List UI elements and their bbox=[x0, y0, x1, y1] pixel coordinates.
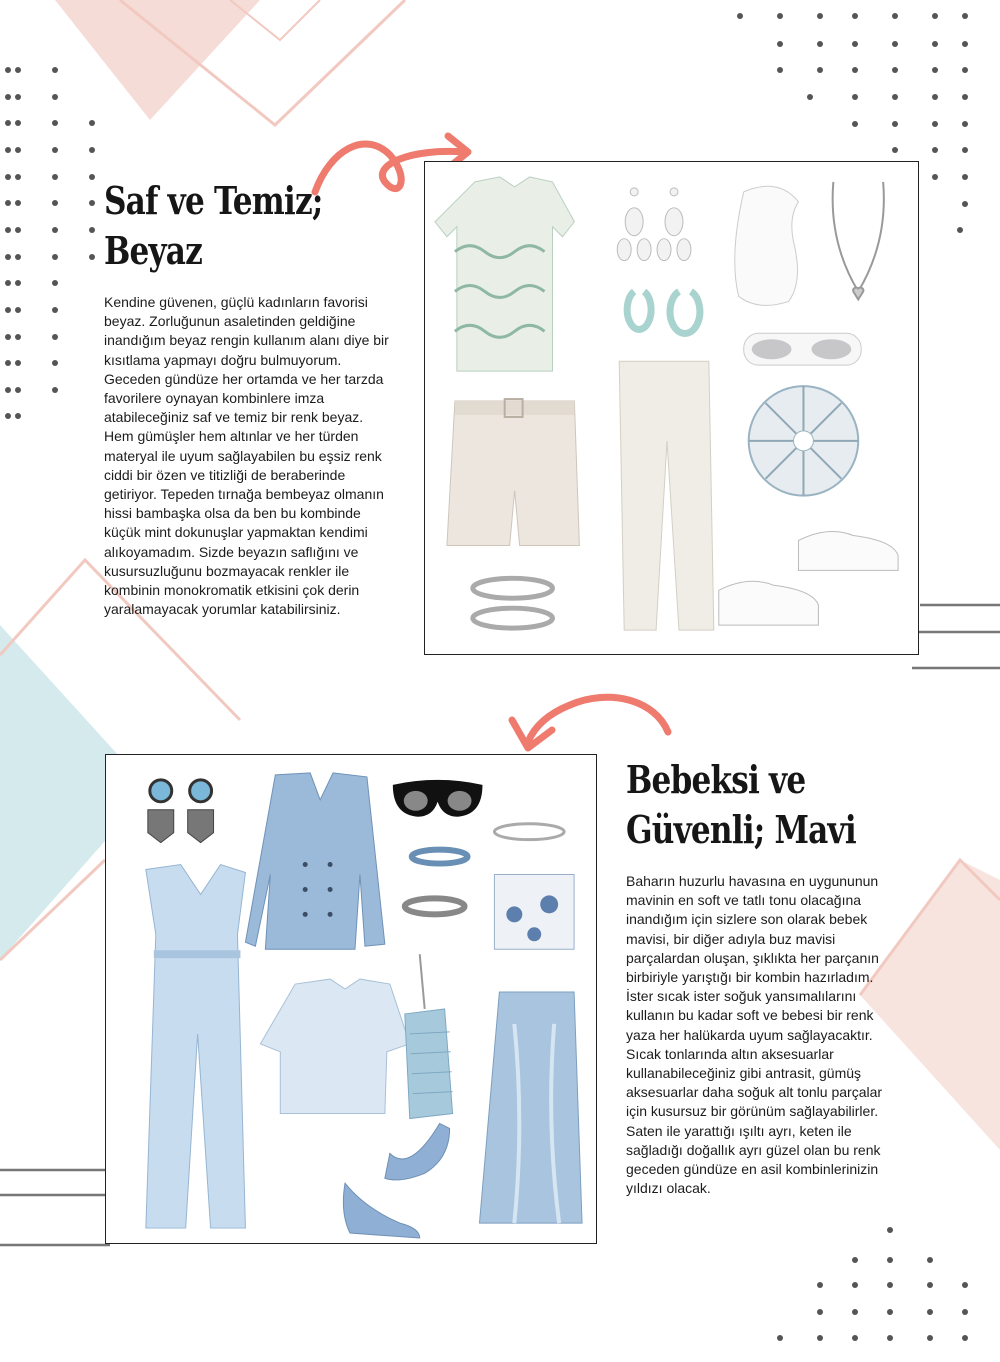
drop-earrings-icon bbox=[617, 188, 691, 261]
pink-triangle-shape bbox=[55, 0, 260, 120]
section-body-white: Kendine güvenen, güçlü kadınların favorisi beyaz. Zorluğunun asaletinden geldiğine inandığım beyaz rengin kullanım alanı diye bir kısıtlama yapmayı doğru bulmuyorum. Geceden gündüze her ortamda ve her tarzda favorilere oynayan kombinlere imza atabileceğiniz saf ve temiz bir renk beyaz. Hem gümüşler hem altınlar ve her türden materyal ile uyum sağlayabilen bu eşsiz renk ciddi bir özen ve titizliği de beraberinde getiriyor. Tepeden tırnağa bembeyaz olmanın hissi bambaşka olsa da ben bu kombinde küçük mint dokunuşlar yapmaktan kendimi alıkoyamadım. Sizde beyazın saflığını ve kusursuzluğunu bozmayacak renkler ile kombinin monokromatik etkisini çok derin yaralamayacak yorumlar katabilirsiniz. bbox=[104, 294, 389, 618]
satin-skirt-icon bbox=[479, 992, 582, 1223]
wrap-bracelets-icon bbox=[405, 850, 468, 915]
floral-bralette-icon bbox=[494, 875, 574, 950]
crystal-earrings-icon bbox=[148, 780, 214, 843]
dot-grid-left bbox=[5, 67, 95, 419]
belted-shorts-icon bbox=[447, 399, 579, 545]
beaded-clutch-icon bbox=[749, 386, 859, 496]
dot-grid-bottom-right bbox=[777, 1227, 968, 1341]
chain-bracelet-icon bbox=[494, 824, 564, 840]
heart-necklace-icon bbox=[833, 182, 884, 300]
fringe-bag-icon bbox=[405, 954, 453, 1118]
white-jeans-icon bbox=[619, 361, 714, 630]
section-title-white bbox=[104, 176, 323, 276]
section-title-blue bbox=[626, 755, 856, 855]
arrow-icon bbox=[512, 697, 668, 748]
white-sunglasses-icon bbox=[744, 333, 862, 365]
blue-pumps-icon bbox=[343, 1123, 449, 1238]
white-sneakers-icon bbox=[719, 531, 898, 625]
title-line: Saf ve Temiz; bbox=[104, 178, 323, 223]
black-sunglasses-icon bbox=[393, 780, 483, 817]
blue-tshirt-icon bbox=[260, 979, 409, 1113]
title-line: Bebeksi ve bbox=[626, 757, 806, 802]
blue-blazer-icon bbox=[245, 773, 384, 949]
outfit-collage-white bbox=[424, 161, 919, 655]
title-line: Güvenli; Mavi bbox=[626, 807, 856, 852]
outfit-collage-blue bbox=[105, 754, 597, 1244]
printed-shirt-icon bbox=[435, 177, 574, 371]
silver-rings-icon bbox=[473, 578, 553, 628]
white-scarf-icon bbox=[735, 186, 799, 305]
hoop-earrings-icon bbox=[627, 291, 700, 333]
title-line: Beyaz bbox=[104, 228, 203, 273]
section-body-blue: Baharın huzurlu havasına en uygununun mavinin en soft ve tatlı tonu olacağına inandığım için sizlere son olarak bebek mavisi, bir diğer adıyla buz mavisi parçalardan oluşan, şıklıkta her parçanın birbiriyle yarıştığı bir kombin hazırladım. İster sıcak ister soğuk yansımalılarını kullanın bu kadar soft ve bebesi bir renk yaza her halükarda uyum sağlayacaktır. Sıcak tonlarında altın aksesuarlar kullanabileceğiniz gibi antrasit, gümüş aksesuarlar daha soğuk alt tonlu parçalar için kusursuz bir görünüm sağlayabilirler. Saten ile yarattığı ışıltı ayrı, keten ile sağladığı doğallık ayrı güzel olan bu renk geceden gündüze en asil kombinlerinizin yıldızı olacak. bbox=[626, 873, 883, 1197]
blue-jumpsuit-icon bbox=[146, 865, 246, 1229]
